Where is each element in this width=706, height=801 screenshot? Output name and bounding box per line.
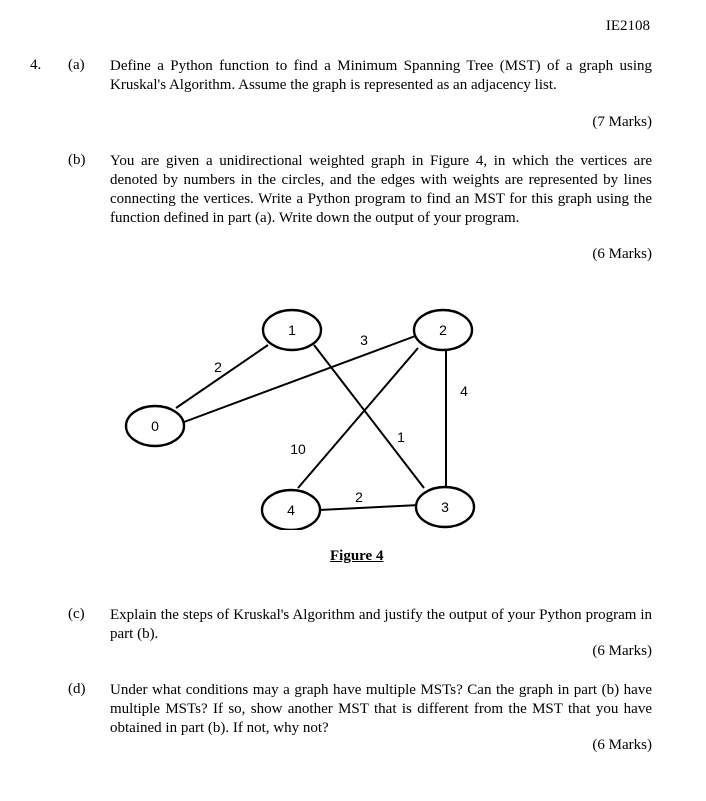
node-0-label: 0 (151, 418, 159, 434)
edge-weight-2-4: 10 (290, 441, 306, 457)
node-2-label: 2 (439, 322, 447, 338)
figure-caption: Figure 4 (330, 548, 384, 564)
edge-weight-4-3: 2 (355, 489, 363, 505)
part-c-marks: (6 Marks) (592, 643, 652, 659)
course-code: IE2108 (605, 18, 650, 34)
part-d-marks: (6 Marks) (592, 737, 652, 753)
question-number: 4. (30, 57, 42, 73)
edge-4-3 (319, 505, 420, 510)
edge-weight-1-3: 1 (397, 429, 405, 445)
part-d-text: Under what conditions may a graph have multiple MSTs? Can the graph in part (b) have multiple MSTs? If so, show another MST that is different from the MST that you have obtained in part (b). If not, why not? (110, 682, 652, 736)
edge-2-4 (298, 348, 418, 488)
part-a-marks: (7 Marks) (592, 114, 652, 130)
edge-1-3 (314, 345, 424, 488)
part-b-marks: (6 Marks) (592, 246, 652, 262)
part-a-text: Define a Python function to find a Minimum Spanning Tree (MST) of a graph using Kruskal's Algorithm. Assume the graph is represented as an adjacency list. (110, 58, 652, 93)
part-a-label: (a) (68, 57, 85, 73)
edge-0-1 (176, 345, 268, 408)
part-d-label: (d) (68, 681, 86, 697)
edge-weight-0-1: 2 (214, 359, 222, 375)
edge-weight-2-3: 4 (460, 383, 468, 399)
node-1-label: 1 (288, 322, 296, 338)
part-b-label: (b) (68, 152, 86, 168)
node-4-label: 4 (287, 502, 295, 518)
graph-figure (118, 300, 488, 530)
part-c-text: Explain the steps of Kruskal's Algorithm and justify the output of your Python program in part (b). (110, 607, 652, 642)
part-b-text: You are given a unidirectional weighted graph in Figure 4, in which the vertices are denoted by numbers in the circles, and the edges with weights are represented by lines connecting the vertices. Write a Python program to find an MST for this graph using the function defined in part (a). Write down the output of your program. (110, 153, 652, 226)
edge-weight-0-2: 3 (360, 332, 368, 348)
node-3-label: 3 (441, 499, 449, 515)
part-c-label: (c) (68, 606, 85, 622)
